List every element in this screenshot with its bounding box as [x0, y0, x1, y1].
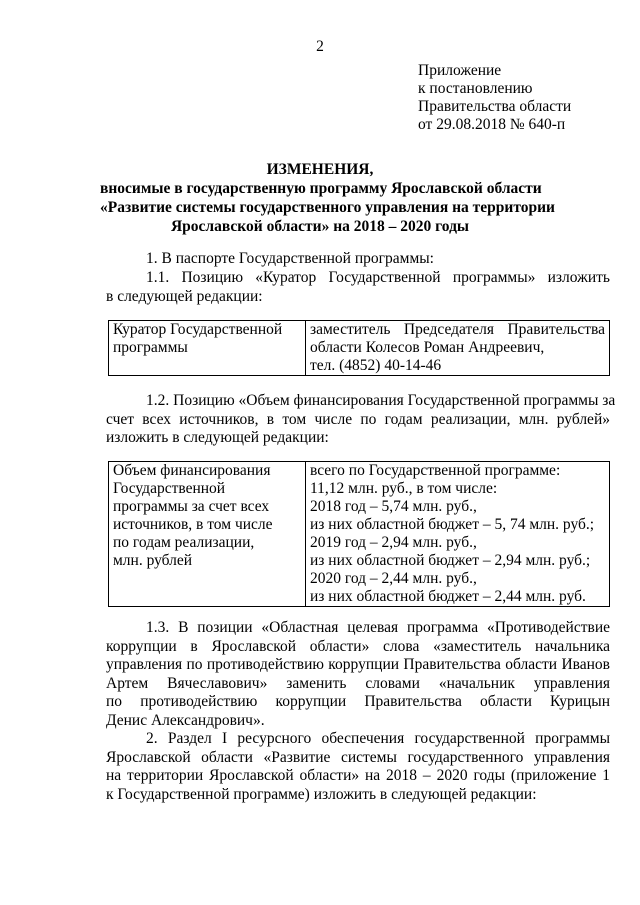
table-cell-value — [306, 462, 610, 607]
paragraph-line: Артем Вячеславович» заменить словами «начальник управления — [106, 674, 610, 692]
paragraph-line: 1.1. Позицию «Куратор Государственной программы» изложить — [146, 269, 610, 286]
paragraph-2 — [106, 730, 610, 804]
curator-table — [108, 320, 610, 376]
paragraph-line: 2. Раздел I ресурсного обеспечения государственной программы — [146, 730, 610, 747]
table-cell-value — [306, 321, 610, 376]
title-line: «Развитие системы государственного управления на территории — [100, 199, 555, 216]
cell-line: по годам реализации, — [113, 534, 255, 551]
paragraph-line: 1.3. В позиции «Областная целевая программа «Противодействие — [146, 619, 610, 636]
title-line: Ярославской области» на 2018 – 2020 годы — [170, 218, 470, 235]
paragraph-line: на территории Ярославской области» на 2018 – 2020 годы (приложение 1 — [106, 767, 610, 784]
table-row — [109, 321, 610, 376]
paragraph-line: счет всех источников, в том числе по годам реализации, млн. рублей» — [106, 410, 610, 428]
appendix-line: Правительства области — [418, 98, 572, 115]
table-cell-label — [109, 321, 306, 376]
paragraph-1-3 — [106, 619, 610, 730]
cell-line: всего по Государственной программе: — [310, 462, 561, 479]
paragraph-line: изложить в следующей редакции: — [106, 429, 329, 446]
cell-line: Государственной — [113, 480, 226, 497]
title-heading: ИЗМЕНЕНИЯ, — [266, 161, 374, 178]
paragraph-1 — [106, 250, 610, 269]
paragraph-line: в следующей редакции: — [106, 287, 263, 305]
paragraph-line: коррупции в Ярославской области» слова «заместитель начальника — [106, 637, 610, 655]
cell-line: 2020 год – 2,44 млн. руб., — [310, 570, 477, 587]
cell-line: источников, в том числе — [113, 516, 273, 533]
paragraph-line: к Государственной программе) изложить в следующей редакции: — [106, 785, 537, 803]
cell-line: Объем финансирования — [113, 462, 271, 479]
funding-table — [108, 461, 610, 607]
cell-line: млн. рублей — [113, 552, 193, 569]
document-title — [100, 160, 555, 236]
paragraph-line: по противодействию коррупции Правительства области Курицын — [106, 693, 610, 710]
paragraph-line: Денис Александрович». — [106, 711, 265, 729]
page-number: 2 — [316, 38, 324, 55]
cell-line: Куратор Государственной — [113, 321, 283, 338]
title-line: вносимые в государственную программу Ярославской области — [100, 180, 542, 197]
cell-line: программы — [113, 339, 188, 356]
appendix-line: к постановлению — [418, 80, 533, 97]
appendix-header — [418, 62, 628, 134]
appendix-line: от 29.08.2018 № 640-п — [418, 116, 566, 133]
cell-line: из них областной бюджет – 5, 74 млн. руб.; — [310, 516, 595, 533]
cell-line: тел. (4852) 40-14-46 — [310, 357, 442, 374]
paragraph-line: 1.2. Позицию «Объем финансирования Государственной программы за — [146, 392, 616, 409]
paragraph-line: 1. В паспорте Государственной программы: — [146, 250, 434, 267]
paragraph-1-1 — [106, 269, 610, 306]
cell-line: 11,12 млн. руб., в том числе: — [310, 480, 498, 497]
paragraph-line: управления по противодействию коррупции Правительства области Иванов — [106, 656, 610, 673]
paragraph-1-2 — [106, 392, 616, 448]
cell-line: 2019 год – 2,94 млн. руб., — [310, 534, 477, 551]
cell-line: области Колесов Роман Андреевич, — [310, 339, 545, 356]
appendix-line: Приложение — [418, 62, 502, 79]
table-cell-label — [109, 462, 306, 607]
cell-line: из них областной бюджет – 2,94 млн. руб.; — [310, 552, 591, 569]
table-row — [109, 462, 610, 607]
cell-line: программы за счет всех — [113, 498, 270, 515]
cell-line: заместитель Председателя Правительства — [310, 321, 605, 338]
cell-line: из них областной бюджет – 2,44 млн. руб. — [310, 588, 586, 605]
paragraph-line: Ярославской области «Развитие системы государственного управления — [106, 748, 610, 766]
cell-line: 2018 год – 5,74 млн. руб., — [310, 498, 477, 515]
